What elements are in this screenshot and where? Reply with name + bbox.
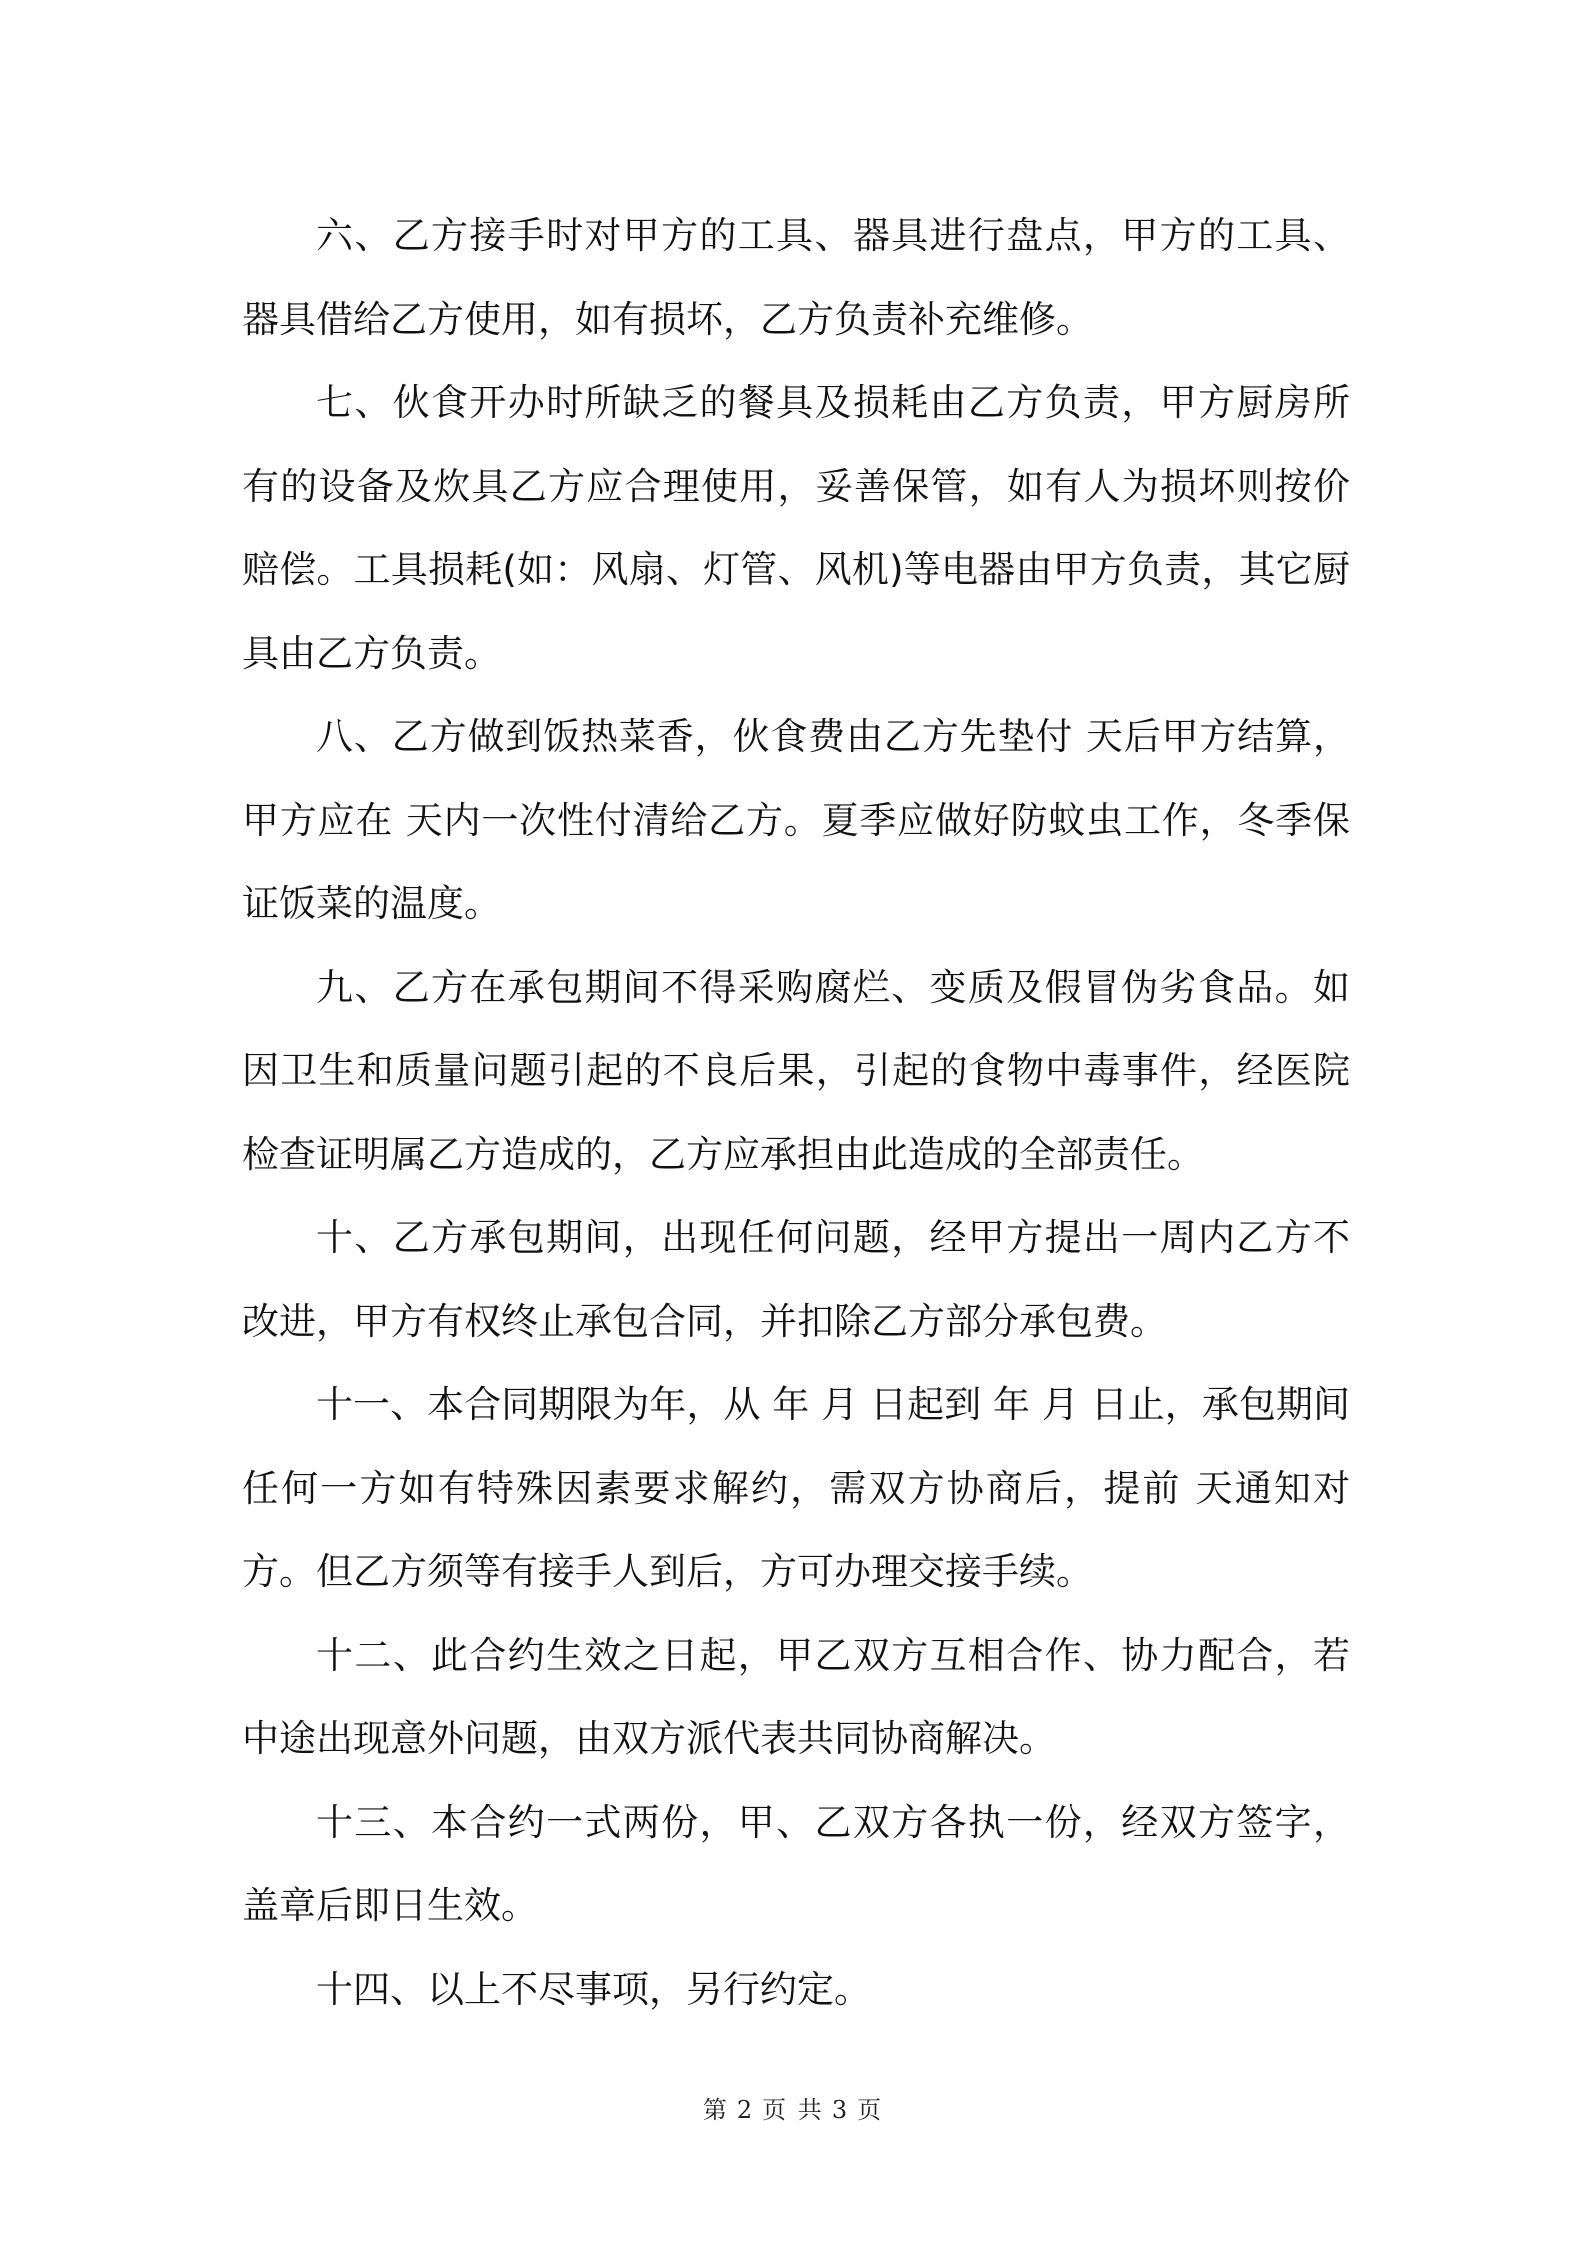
- current-page-number: 2: [736, 2096, 755, 2124]
- total-pages-number: 3: [831, 2096, 850, 2124]
- clause-7: 七、伙食开办时所缺乏的餐具及损耗由乙方负责，甲方厨房所有的设备及炊具乙方应合理使用，妥善保管，如有人为损坏则按价赔偿。工具损耗(如：风扇、灯管、风机)等电器由甲方负责，其它厨具由乙方负责。: [242, 381, 1350, 675]
- page-number-footer: [0, 2090, 1586, 2125]
- clause-8: 八、乙方做到饭热菜香，伙食费由乙方先垫付 天后甲方结算，甲方应在 天内一次性付清给乙方。夏季应做好防蚊虫工作，冬季保证饭菜的温度。: [242, 715, 1350, 925]
- page-label-prefix: 第: [702, 2096, 729, 2124]
- clause-6: 六、乙方接手时对甲方的工具、器具进行盘点，甲方的工具、器具借给乙方使用，如有损坏，乙方负责补充维修。: [242, 214, 1350, 341]
- clause-9: 九、乙方在承包期间不得采购腐烂、变质及假冒伪劣食品。如因卫生和质量问题引起的不良后果，引起的食物中毒事件，经医院检查证明属乙方造成的，乙方应承担由此造成的全部责任。: [242, 965, 1350, 1176]
- document-body: [242, 194, 1350, 2031]
- clause-11: 十一、本合同期限为年，从 年 月 日起到 年 月 日止，承包期间任何一方如有特殊因素要求解约，需双方协商后，提前 天通知对方。但乙方须等有接手人到后，方可办理交接手续。: [242, 1383, 1350, 1593]
- clause-10: 十、乙方承包期间，出现任何问题，经甲方提出一周内乙方不改进，甲方有权终止承包合同，并扣除乙方部分承包费。: [242, 1216, 1350, 1343]
- clause-12: 十二、此合约生效之日起，甲乙双方互相合作、协力配合，若中途出现意外问题，由双方派代表共同协商解决。: [242, 1633, 1350, 1760]
- clause-13: 十三、本合约一式两份，甲、乙双方各执一份，经双方签字，盖章后即日生效。: [242, 1800, 1350, 1927]
- page-label-suffix: 页: [857, 2096, 884, 2124]
- clause-14: 十四、以上不尽事项，另行约定。: [316, 1967, 871, 2011]
- page-label-mid: 页 共: [762, 2096, 824, 2124]
